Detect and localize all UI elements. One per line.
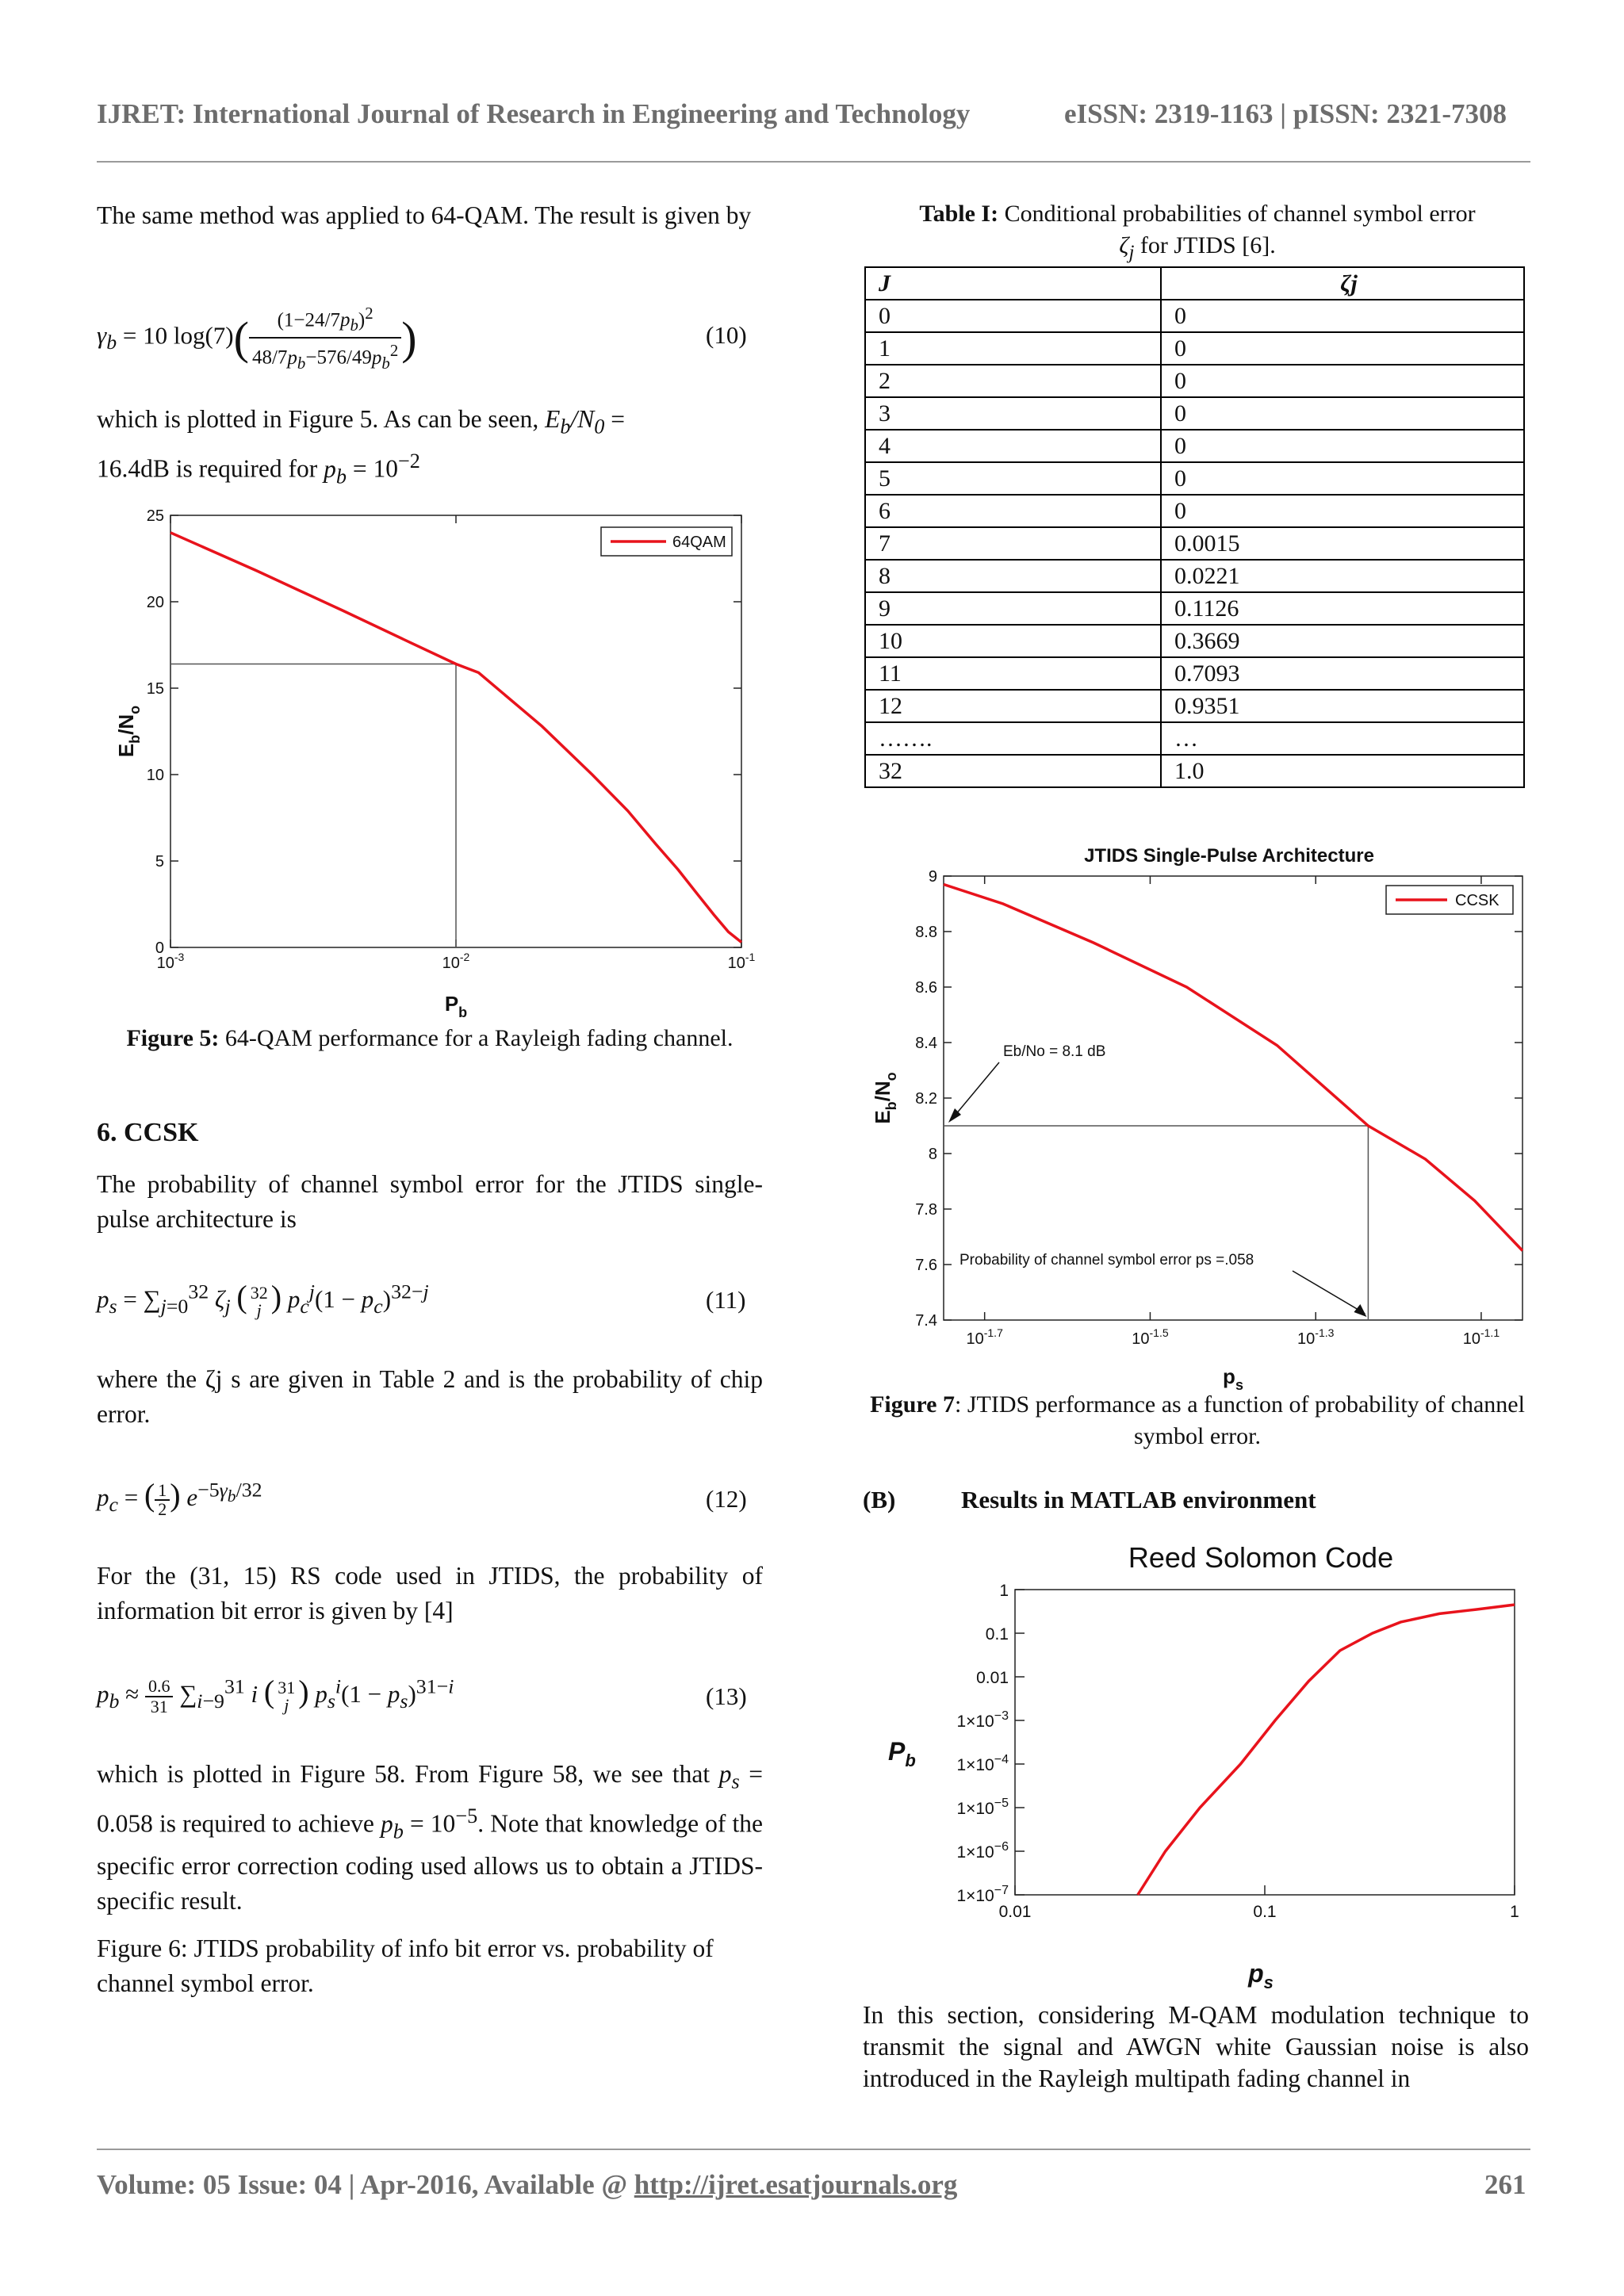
table-cell-zeta: 0.9351 bbox=[1161, 690, 1524, 722]
y-tick-label: 0.1 bbox=[985, 1625, 1009, 1644]
after10-text-a: which is plotted in Figure 5. As can be seen, bbox=[97, 405, 539, 433]
y-tick-label: $1\times 10^{-3}$ bbox=[956, 1709, 1009, 1731]
table-cell-zeta: 0 bbox=[1161, 300, 1524, 332]
x-tick-label: $10^{-2}$ bbox=[442, 951, 470, 972]
reed-solomon-chart bbox=[864, 1534, 1538, 1994]
y-tick-label: 1 bbox=[999, 1582, 1009, 1600]
y-tick-label: 8.4 bbox=[915, 1035, 937, 1052]
table-cell-zeta: 0.1126 bbox=[1161, 592, 1524, 625]
y-tick-label: 7.8 bbox=[915, 1201, 937, 1219]
table-row bbox=[865, 300, 1524, 332]
intro-paragraph: The same method was applied to 64-QAM. The result is given by bbox=[97, 201, 752, 229]
plot-text-c: . Note that knowledge of the specific error correction coding used allows us to obtain a JTIDS-specific result. bbox=[97, 1809, 763, 1915]
page-number: 261 bbox=[1484, 2169, 1526, 2200]
table-cell-j: ……. bbox=[865, 722, 1161, 755]
table-row bbox=[865, 332, 1524, 365]
table-cell-j: 32 bbox=[865, 755, 1161, 787]
y-tick-label: $1\times 10^{-4}$ bbox=[956, 1753, 1009, 1774]
table-row bbox=[865, 722, 1524, 755]
figure-5-caption bbox=[97, 1023, 763, 1054]
table-caption-label: Table I: bbox=[919, 201, 999, 227]
table-cell-zeta: … bbox=[1161, 722, 1524, 755]
legend-label: 64QAM bbox=[672, 534, 726, 551]
eq12-number: (12) bbox=[706, 1485, 747, 1513]
y-tick-label: 8.2 bbox=[915, 1090, 937, 1108]
y-tick-label: 7.6 bbox=[915, 1257, 937, 1274]
reed-solomon-plot-area bbox=[888, 1541, 1519, 1992]
x-tick-label: $10^{-1.5}$ bbox=[1132, 1326, 1169, 1348]
y-tick-label: $1\times 10^{-5}$ bbox=[956, 1797, 1009, 1818]
table-row bbox=[865, 592, 1524, 625]
after-eq10-paragraph: which is plotted in Figure 5. As can be seen, $E_b/N_0$ = 16.4dB is required for $p_b = 10^{-2}$ bbox=[97, 405, 626, 488]
subsection-title: Results in MATLAB environment bbox=[961, 1486, 1316, 1513]
table-cell-j: 1 bbox=[865, 332, 1161, 365]
table-cell-j: 6 bbox=[865, 495, 1161, 527]
eq13-number: (13) bbox=[706, 1682, 747, 1710]
equation-12: $p_c$ = ( $\frac{1}{2}$ ) $e^{-5\gamma_b/32}$ bbox=[97, 1477, 262, 1519]
x-tick-label: $10^{-1.3}$ bbox=[1297, 1326, 1335, 1348]
y-axis-label: $E_b/N_o$ bbox=[871, 1072, 899, 1124]
table-cell-zeta: 0 bbox=[1161, 365, 1524, 397]
table-cell-zeta: 0.3669 bbox=[1161, 625, 1524, 657]
plot-paragraph: which is plotted in Figure 58. From Figure 58, we see that $p_s = 0.058$ is required to achieve $p_b = 10^{-5}$. Note that knowledge of the specific error correction coding used allows us to obtain a JTIDS-specific result. bbox=[97, 1760, 764, 1915]
plot-text-b: is required to achieve bbox=[159, 1809, 374, 1838]
footer-volume bbox=[97, 2169, 957, 2201]
chart-title: JTIDS Single-Pulse Architecture bbox=[1084, 845, 1374, 867]
x-tick-label: 0.01 bbox=[998, 1903, 1032, 1921]
legend-label: CCSK bbox=[1455, 892, 1500, 909]
x-axis-label: $P_b$ bbox=[444, 992, 468, 1020]
table-caption: Table I: Conditional probabilities of channel symbol error $\zeta_j$ for JTIDS [6]. bbox=[919, 201, 1476, 263]
header-rule bbox=[97, 161, 1530, 163]
table-row bbox=[865, 462, 1524, 495]
y-tick-label: 20 bbox=[146, 594, 164, 611]
table-cell-j: 10 bbox=[865, 625, 1161, 657]
x-tick-label: $10^{-1.1}$ bbox=[1462, 1326, 1500, 1348]
fig7-caption-label: Figure 7 bbox=[870, 1391, 955, 1418]
after10-text-b: 16.4dB is required for bbox=[97, 454, 318, 483]
section-title-ccsk: 6. CCSK bbox=[97, 1118, 199, 1147]
table-cell-zeta: 0.0015 bbox=[1161, 527, 1524, 560]
figure-5-chart bbox=[111, 492, 761, 1023]
figure-6-text: Figure 6: JTIDS probability of info bit error vs. probability of channel symbol error. bbox=[97, 1934, 714, 1997]
table-cell-j: 2 bbox=[865, 365, 1161, 397]
table-cell-zeta: 0.0221 bbox=[1161, 560, 1524, 592]
y-tick-label: 5 bbox=[155, 853, 164, 871]
table-cell-zeta: 0 bbox=[1161, 332, 1524, 365]
y-tick-label: $1\times 10^{-6}$ bbox=[956, 1840, 1009, 1862]
y-tick-label: 8.6 bbox=[915, 979, 937, 997]
where-paragraph: where the ζj s are given in Table 2 and is the probability of chip error. bbox=[97, 1365, 763, 1428]
table-row bbox=[865, 430, 1524, 462]
chart-title: Reed Solomon Code bbox=[1128, 1541, 1394, 1574]
table-cell-j: 5 bbox=[865, 462, 1161, 495]
table-cell-zeta: 1.0 bbox=[1161, 755, 1524, 787]
table-cell-j: 4 bbox=[865, 430, 1161, 462]
y-tick-label: 9 bbox=[928, 868, 937, 886]
final-paragraph: In this section, considering M-QAM modulation technique to transmit the signal and AWGN white Gaussian noise is also introduced in the Rayleigh multipath fading channel in bbox=[863, 2001, 1529, 2092]
zeta-table bbox=[864, 266, 1525, 788]
table-caption-text: Conditional probabilities of channel symbol error bbox=[998, 201, 1476, 227]
x-tick-label: $10^{-3}$ bbox=[156, 951, 185, 972]
x-axis-label: $p_s$ bbox=[1223, 1364, 1243, 1391]
annotation-ebno: Eb/No = 8.1 dB bbox=[1003, 1043, 1106, 1060]
y-tick-label: 0.01 bbox=[976, 1669, 1009, 1687]
table-cell-zeta: 0 bbox=[1161, 495, 1524, 527]
table-row bbox=[865, 560, 1524, 592]
figure-7-caption bbox=[864, 1389, 1530, 1452]
table-row bbox=[865, 657, 1524, 690]
footer-link[interactable]: http://ijret.esatjournals.org bbox=[634, 2169, 958, 2200]
table-cell-j: 9 bbox=[865, 592, 1161, 625]
table-body bbox=[865, 300, 1524, 787]
y-tick-label: 7.4 bbox=[915, 1312, 937, 1330]
subsection-label: (B) bbox=[863, 1486, 896, 1513]
y-tick-label: 15 bbox=[146, 680, 164, 698]
table-cell-j: 8 bbox=[865, 560, 1161, 592]
footer-rule bbox=[97, 2149, 1530, 2150]
table-cell-j: 0 bbox=[865, 300, 1161, 332]
equation-13: $p_b$ ≈ $\frac{0.6}{31}$ $\sum_{i-9}^{31}$ i ( 31 j ) $p_s^i(1 - p_s)^{31-i}$ bbox=[97, 1674, 454, 1716]
x-tick-label: $10^{-1.7}$ bbox=[966, 1326, 1003, 1348]
eq10-number: (10) bbox=[706, 321, 747, 349]
table-row bbox=[865, 527, 1524, 560]
y-tick-label: 25 bbox=[146, 507, 164, 525]
y-axis-label: $P_b$ bbox=[888, 1737, 916, 1770]
table-row bbox=[865, 690, 1524, 722]
y-axis-label: $E_b/N_o$ bbox=[114, 705, 143, 758]
table-row bbox=[865, 755, 1524, 787]
y-tick-label: 0 bbox=[155, 939, 164, 957]
plot-frame bbox=[1015, 1590, 1515, 1895]
header-zeta: ζj bbox=[1161, 267, 1524, 300]
equation-10: $\gamma_b = 10$ log(7)( $\frac{(1-24/7p_b)^2}{48/7p_b-576/49p_b^2}$ ) bbox=[97, 301, 417, 375]
equation-11: $p_s = \sum_{j=0}^{32}$ $\zeta_j$ ( 32 j ) $p_c^j(1 - p_c)^{32-j}$ bbox=[97, 1279, 429, 1320]
y-tick-label: 8 bbox=[928, 1146, 937, 1163]
table-row bbox=[865, 495, 1524, 527]
eq11-number: (11) bbox=[706, 1286, 746, 1314]
x-axis-label: $p_s$ bbox=[1248, 1959, 1274, 1992]
x-tick-label: $10^{-1}$ bbox=[727, 951, 756, 972]
figure-7-plot-area bbox=[871, 845, 1522, 1391]
table-cell-zeta: 0 bbox=[1161, 462, 1524, 495]
plot-text-a: which is plotted in Figure 58. From Figure 58, we see that bbox=[97, 1760, 710, 1788]
table-cell-zeta: 0 bbox=[1161, 397, 1524, 430]
table-row bbox=[865, 365, 1524, 397]
figure-5-plot-area bbox=[114, 507, 756, 1020]
x-tick-label: 0.1 bbox=[1253, 1903, 1277, 1921]
table-row bbox=[865, 397, 1524, 430]
ccsk-paragraph: The probability of channel symbol error for the JTIDS single-pulse architecture is bbox=[97, 1170, 763, 1233]
table-header-row bbox=[865, 267, 1524, 300]
fig7-caption-text: : JTIDS performance as a function of probability of channel symbol error. bbox=[955, 1391, 1525, 1449]
table-cell-j: 11 bbox=[865, 657, 1161, 690]
header-j: J bbox=[865, 267, 1161, 300]
footer-volume-text: Volume: 05 Issue: 04 | Apr-2016, Available @ bbox=[97, 2169, 634, 2200]
table-caption-line2: for JTIDS [6]. bbox=[1134, 232, 1276, 258]
table-cell-zeta: 0 bbox=[1161, 430, 1524, 462]
table-cell-j: 7 bbox=[865, 527, 1161, 560]
annotation-ps: Probability of channel symbol error ps =.058 bbox=[959, 1252, 1254, 1269]
y-tick-label: $1\times 10^{-7}$ bbox=[956, 1884, 1009, 1905]
x-tick-label: 1 bbox=[1510, 1903, 1519, 1921]
fig5-caption-label: Figure 5: bbox=[126, 1025, 220, 1051]
journal-header: IJRET: International Journal of Research in Engineering and Technology bbox=[97, 98, 971, 129]
y-tick-label: 10 bbox=[146, 767, 164, 784]
rs-paragraph: For the (31, 15) RS code used in JTIDS, the probability of information bit error is given by [4] bbox=[97, 1562, 763, 1624]
y-tick-label: 8.8 bbox=[915, 924, 937, 941]
fig5-caption-text: 64-QAM performance for a Rayleigh fading channel. bbox=[219, 1025, 733, 1051]
issn-header: eISSN: 2319-1163 | pISSN: 2321-7308 bbox=[1064, 98, 1507, 129]
table-cell-zeta: 0.7093 bbox=[1161, 657, 1524, 690]
figure-7-chart bbox=[856, 836, 1538, 1391]
table-row bbox=[865, 625, 1524, 657]
table-cell-j: 3 bbox=[865, 397, 1161, 430]
table-cell-j: 12 bbox=[865, 690, 1161, 722]
